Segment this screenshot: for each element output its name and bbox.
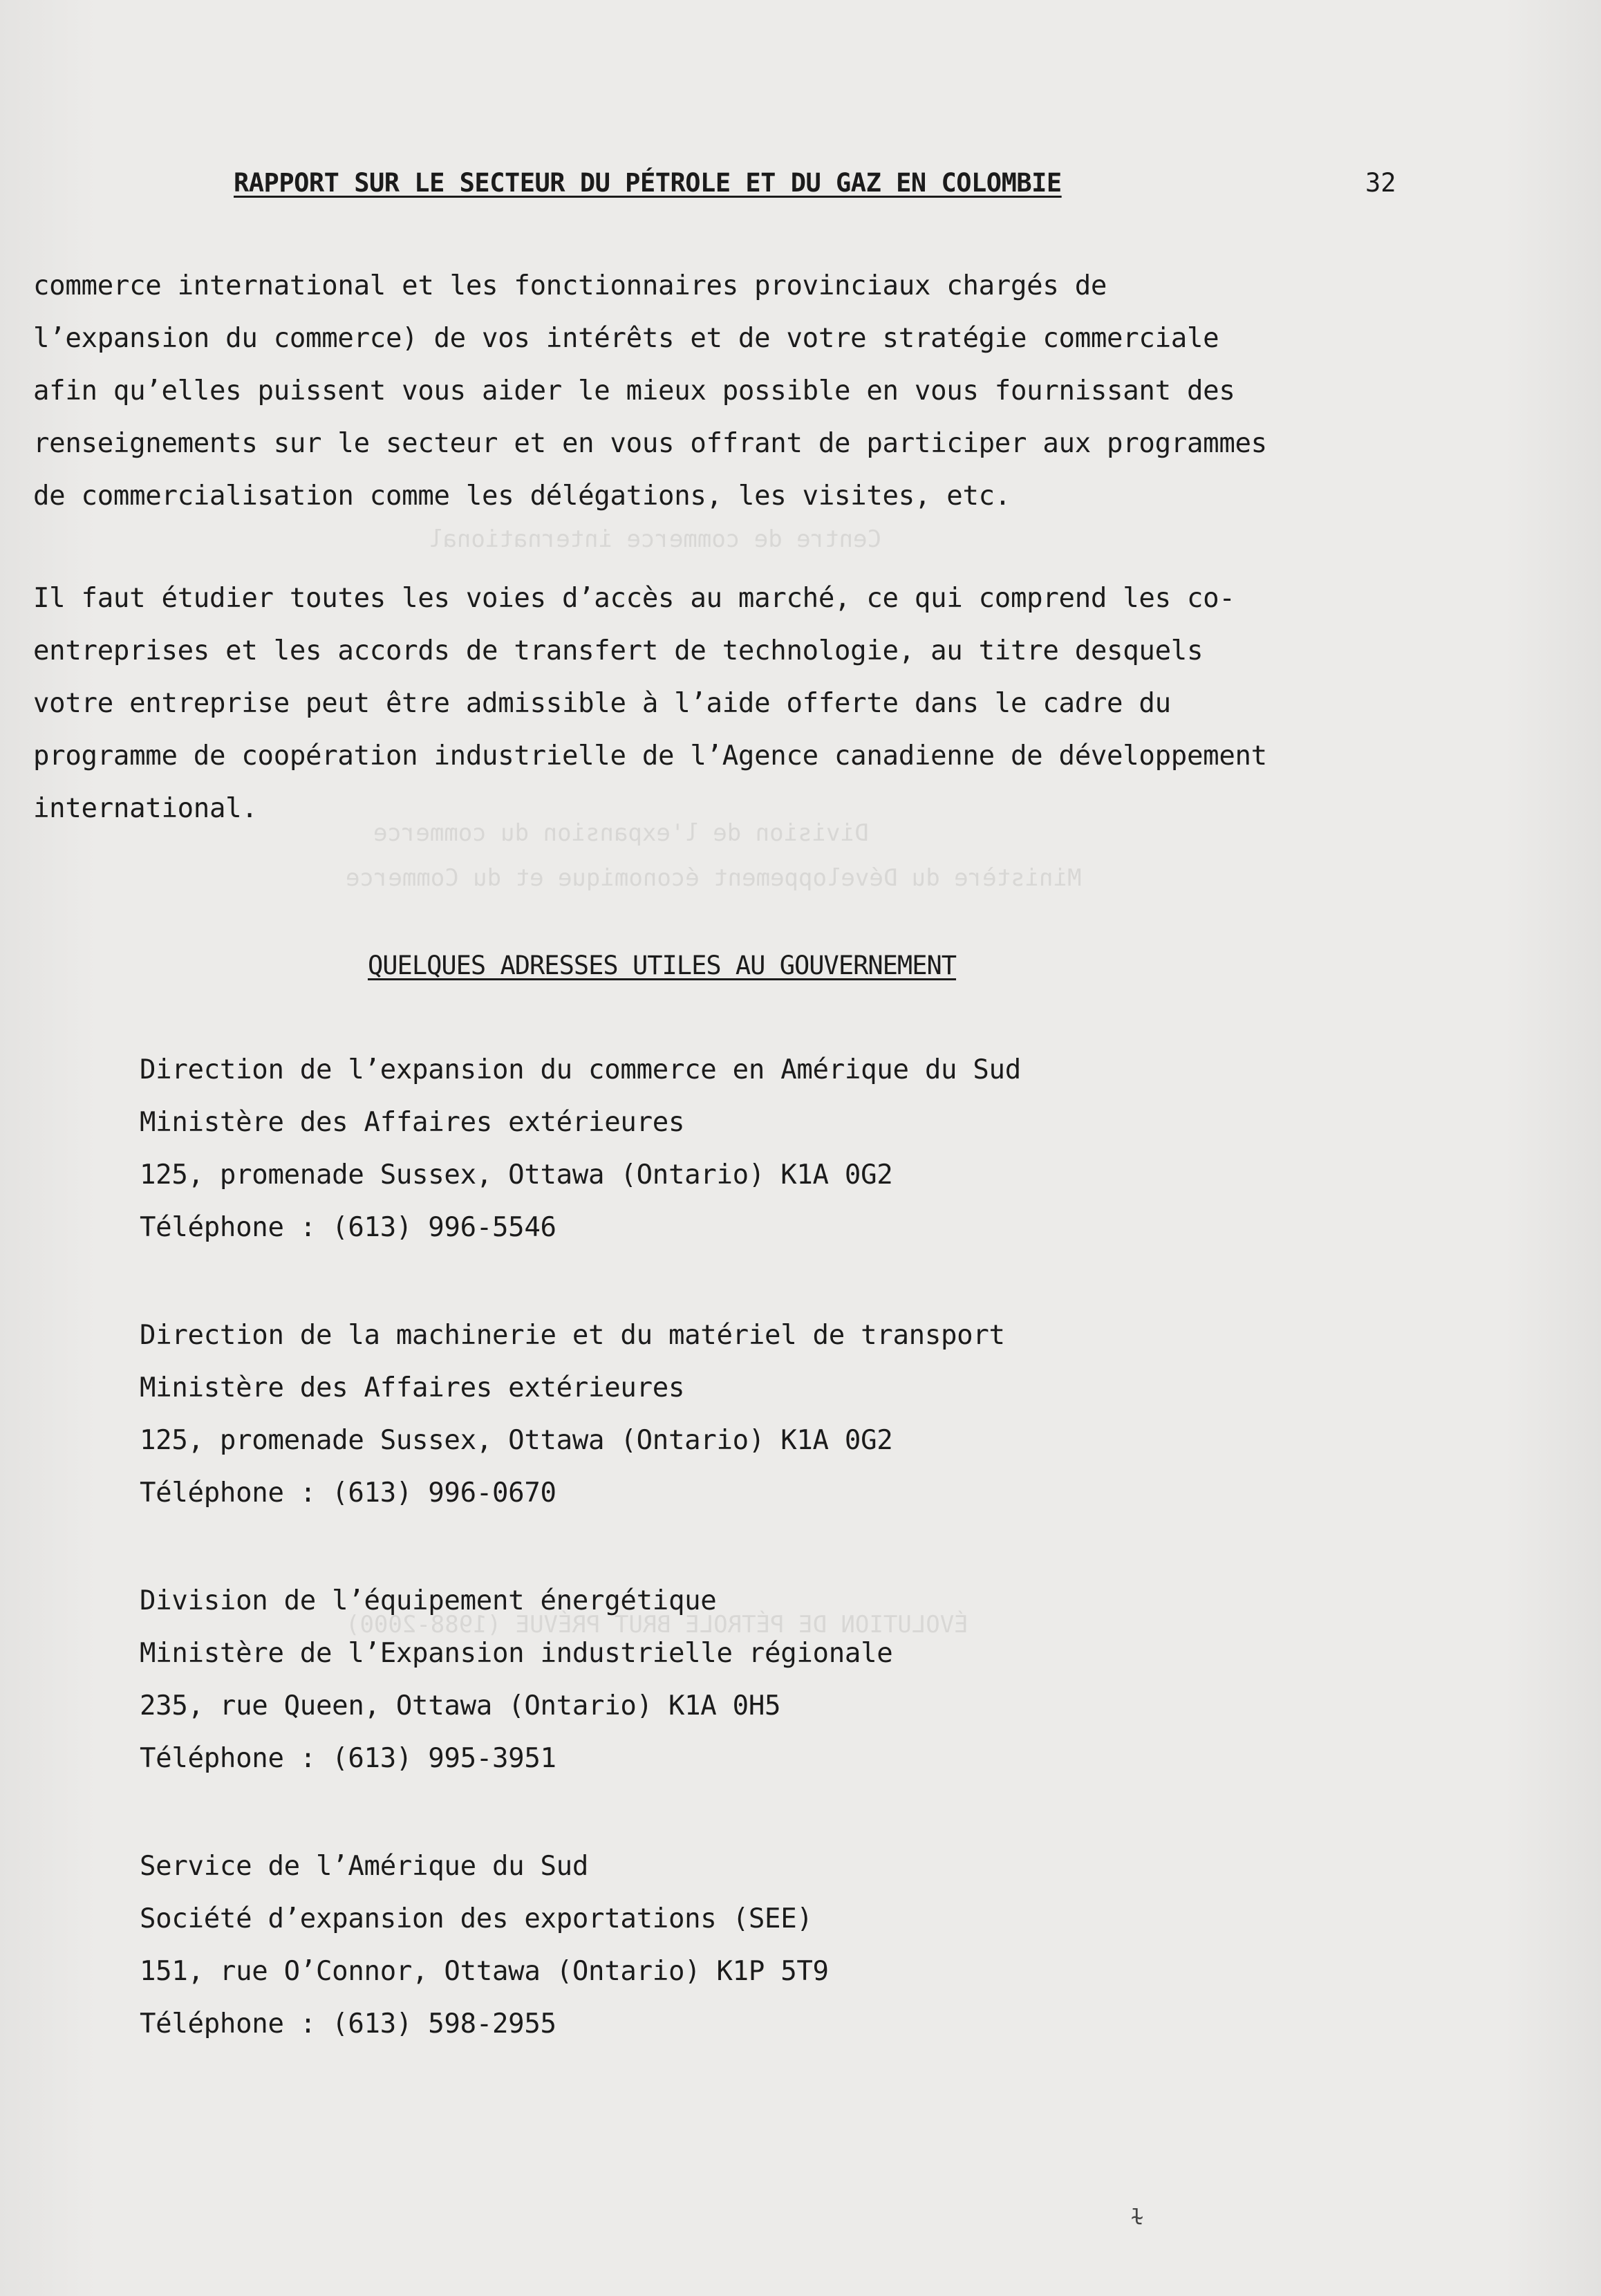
address-block-3 [140, 1575, 892, 1785]
text-line: l’expansion du commerce) de vos intérêts et de votre stratégie commerciale [33, 323, 1219, 354]
running-header: RAPPORT SUR LE SECTEUR DU PÉTROLE ET DU GAZ EN COLOMBIE [234, 168, 1062, 198]
address-line: Téléphone : (613) 996-0670 [140, 1477, 556, 1509]
address-line: Ministère des Affaires extérieures [140, 1107, 685, 1138]
address-line: Téléphone : (613) 996-5546 [140, 1212, 556, 1243]
paragraph-1 [33, 260, 1416, 523]
page-number: 32 [1365, 168, 1396, 198]
show-through-text: ÉVOLUTION DE PÉTROLE BRUT PRÉVUE (1988-2000) [346, 1611, 968, 1639]
footer-mark: ɫ [1131, 2205, 1144, 2230]
text-line: commerce international et les fonctionnaires provinciaux chargés de [33, 270, 1107, 301]
text-line: international. [33, 793, 258, 824]
show-through-text: Division de l'expansion du commerce [373, 819, 869, 847]
address-line: 125, promenade Sussex, Ottawa (Ontario) K1A 0G2 [140, 1159, 893, 1191]
address-block-2 [140, 1309, 1005, 1520]
address-line: Téléphone : (613) 598-2955 [140, 2008, 556, 2040]
text-line: de commercialisation comme les délégations, les visites, etc. [33, 480, 1011, 512]
text-line: afin qu’elles puissent vous aider le mieux possible en vous fournissant des [33, 375, 1235, 407]
address-line: Division de l’équipement énergétique [140, 1585, 717, 1616]
address-line: Direction de la machinerie et du matériel de transport [140, 1320, 1005, 1351]
address-line: 235, rue Queen, Ottawa (Ontario) K1A 0H5 [140, 1690, 781, 1721]
show-through-text: Centre de commerce international [429, 525, 882, 553]
text-line: entreprises et les accords de transfert de technologie, au titre desquels [33, 635, 1204, 666]
section-title: QUELQUES ADRESSES UTILES AU GOUVERNEMENT [368, 951, 957, 980]
text-line: programme de coopération industrielle de l’Agence canadienne de développement [33, 740, 1267, 772]
show-through-text: Ministère du Développement économique et du Commerce [346, 864, 1082, 892]
address-line: Direction de l’expansion du commerce en Amérique du Sud [140, 1054, 1021, 1085]
address-line: Téléphone : (613) 995-3951 [140, 1743, 556, 1774]
address-block-4 [140, 1840, 829, 2051]
address-line: Ministère des Affaires extérieures [140, 1372, 685, 1403]
address-line: Société d’expansion des exportations (SEE) [140, 1903, 813, 1934]
address-line: Service de l’Amérique du Sud [140, 1851, 589, 1882]
paragraph-2 [33, 572, 1416, 835]
address-line: Ministère de l’Expansion industrielle régionale [140, 1638, 893, 1669]
address-line: 151, rue O’Connor, Ottawa (Ontario) K1P 5T9 [140, 1956, 829, 1987]
address-block-1 [140, 1044, 1021, 1254]
address-line: 125, promenade Sussex, Ottawa (Ontario) K1A 0G2 [140, 1425, 893, 1456]
text-line: renseignements sur le secteur et en vous offrant de participer aux programmes [33, 428, 1267, 459]
text-line: votre entreprise peut être admissible à l’aide offerte dans le cadre du [33, 688, 1171, 719]
text-line: Il faut étudier toutes les voies d’accès au marché, ce qui comprend les co- [33, 583, 1235, 614]
